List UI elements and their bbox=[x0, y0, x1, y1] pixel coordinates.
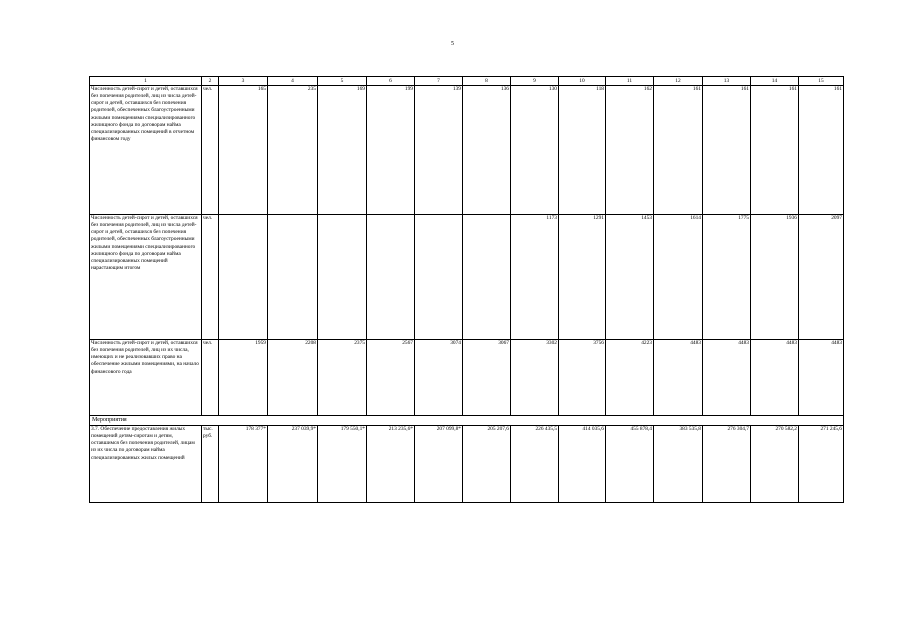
indicator-cell: Численность детей-сирот и детей, оставшихся без попечения родителей, лиц из их числа, имеющих и не реализовавших право на обеспечение жилыми помещениями, на начало финансового года bbox=[90, 340, 202, 416]
table-row bbox=[90, 86, 844, 215]
value-cell: 130 bbox=[511, 86, 559, 215]
value-cell: 1614 bbox=[654, 215, 703, 340]
value-cell bbox=[415, 215, 463, 340]
value-cell: 4483 bbox=[654, 340, 703, 416]
value-cell: 178 377* bbox=[219, 426, 268, 503]
value-cell: 1936 bbox=[751, 215, 799, 340]
header-cell: 7 bbox=[415, 77, 463, 86]
unit-cell: чел. bbox=[202, 340, 219, 416]
page-number: 5 bbox=[451, 41, 454, 47]
indicator-cell: Численность детей-сирот и детей, оставшихся без попечения родителей, лиц из числа детей-сирот и детей, оставшихся без попечения родителей, обеспеченных благоустроенными жилыми помещениями специализированного жилищного фонда по договорам найма специализированных помещений в отчетном финансовом году bbox=[90, 86, 202, 215]
header-cell: 6 bbox=[367, 77, 415, 86]
header-cell: 4 bbox=[268, 77, 318, 86]
value-cell: 237 039,9* bbox=[268, 426, 318, 503]
value-cell: 455 878,4 bbox=[606, 426, 654, 503]
value-cell: 2097 bbox=[799, 215, 844, 340]
value-cell bbox=[268, 215, 318, 340]
value-cell: 383 535,8 bbox=[654, 426, 703, 503]
header-cell: 11 bbox=[606, 77, 654, 86]
indicator-cell: 3.7. Обеспечение предоставления жилых помещений детям-сиротам и детям, оставшимся без попечения родителей, лицам из их числа по договорам найма специализированных жилых помещений bbox=[90, 426, 202, 503]
value-cell bbox=[219, 215, 268, 340]
table-row bbox=[90, 340, 844, 416]
table-row bbox=[90, 215, 844, 340]
value-cell: 1173 bbox=[511, 215, 559, 340]
value-cell: 179 550,1* bbox=[318, 426, 367, 503]
value-cell: 4483 bbox=[751, 340, 799, 416]
value-cell: 226 435,5 bbox=[511, 426, 559, 503]
header-cell: 5 bbox=[318, 77, 367, 86]
value-cell bbox=[318, 215, 367, 340]
value-cell: 162 bbox=[606, 86, 654, 215]
data-table bbox=[89, 76, 844, 503]
value-cell: 118 bbox=[559, 86, 606, 215]
value-cell: 169 bbox=[318, 86, 367, 215]
value-cell: 4223 bbox=[606, 340, 654, 416]
unit-cell: чел. bbox=[202, 86, 219, 215]
value-cell: 235 bbox=[268, 86, 318, 215]
value-cell: 161 bbox=[799, 86, 844, 215]
value-cell: 139 bbox=[415, 86, 463, 215]
value-cell: 161 bbox=[703, 86, 751, 215]
value-cell: 3302 bbox=[511, 340, 559, 416]
value-cell bbox=[463, 215, 511, 340]
value-cell: 136 bbox=[463, 86, 511, 215]
header-row bbox=[90, 77, 844, 86]
value-cell: 3756 bbox=[559, 340, 606, 416]
value-cell: 207 099,8* bbox=[415, 426, 463, 503]
value-cell: 1959 bbox=[219, 340, 268, 416]
header-cell: 3 bbox=[219, 77, 268, 86]
header-cell: 15 bbox=[799, 77, 844, 86]
value-cell: 165 bbox=[219, 86, 268, 215]
value-cell: 276 304,7 bbox=[703, 426, 751, 503]
value-cell: 270 582,2 bbox=[751, 426, 799, 503]
value-cell: 271 245,6 bbox=[799, 426, 844, 503]
value-cell: 161 bbox=[751, 86, 799, 215]
value-cell: 414 035,6 bbox=[559, 426, 606, 503]
header-cell: 12 bbox=[654, 77, 703, 86]
value-cell: 2567 bbox=[367, 340, 415, 416]
value-cell: 3074 bbox=[415, 340, 463, 416]
value-cell: 2375 bbox=[318, 340, 367, 416]
header-cell: 14 bbox=[751, 77, 799, 86]
section-title: Мероприятия bbox=[90, 416, 844, 426]
value-cell: 4483 bbox=[799, 340, 844, 416]
value-cell: 1291 bbox=[559, 215, 606, 340]
value-cell: 161 bbox=[654, 86, 703, 215]
header-cell: 2 bbox=[202, 77, 219, 86]
header-cell: 13 bbox=[703, 77, 751, 86]
header-cell: 1 bbox=[90, 77, 202, 86]
value-cell: 205 207,6 bbox=[463, 426, 511, 503]
unit-cell: чел. bbox=[202, 215, 219, 340]
value-cell: 213 235,6* bbox=[367, 426, 415, 503]
header-cell: 8 bbox=[463, 77, 511, 86]
indicator-cell: Численность детей-сирот и детей, оставшихся без попечения родителей, лиц из числа детей-сирот и детей, оставшихся без попечения родителей, обеспеченных благоустроенными жилыми помещениями специализированного жилищного фонда по договорам найма специализированных помещений нарастающим итогом bbox=[90, 215, 202, 340]
value-cell: 2208 bbox=[268, 340, 318, 416]
header-cell: 10 bbox=[559, 77, 606, 86]
value-cell bbox=[367, 215, 415, 340]
value-cell: 4483 bbox=[703, 340, 751, 416]
header-cell: 9 bbox=[511, 77, 559, 86]
measure-row bbox=[90, 426, 844, 503]
value-cell: 199 bbox=[367, 86, 415, 215]
unit-cell: тыс. руб. bbox=[202, 426, 219, 503]
section-row bbox=[90, 416, 844, 426]
value-cell: 1775 bbox=[703, 215, 751, 340]
value-cell: 1453 bbox=[606, 215, 654, 340]
value-cell: 3067 bbox=[463, 340, 511, 416]
